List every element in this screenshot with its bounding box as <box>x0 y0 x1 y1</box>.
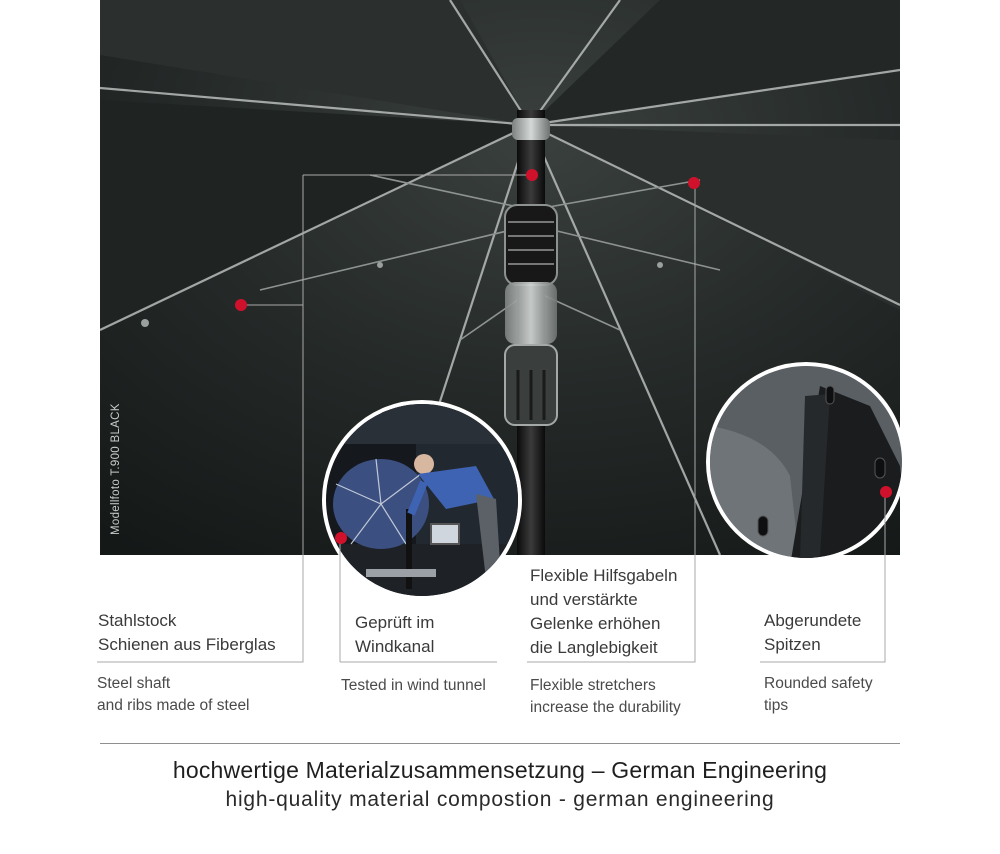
model-caption: Modellfoto T.900 BLACK <box>110 403 122 535</box>
callout-windtunnel-de <box>355 611 434 659</box>
callout-line: Gelenke erhöhen <box>530 614 661 633</box>
callout-line: and ribs made of steel <box>97 697 250 714</box>
callout-line: Schienen aus Fiberglas <box>98 635 276 654</box>
callout-tips-en <box>764 673 873 717</box>
marker-dot <box>688 177 700 189</box>
marker-dot <box>880 486 892 498</box>
callout-line: Stahlstock <box>98 611 177 630</box>
callout-steel-en <box>97 673 250 717</box>
callout-line: Abgerundete <box>764 611 862 630</box>
tagline-german: hochwertige Materialzusammensetzung – German Engineering <box>172 757 828 783</box>
callout-line: Tested in wind tunnel <box>341 677 486 694</box>
callout-line: Rounded safety <box>764 675 873 692</box>
callout-line: Steel shaft <box>97 675 171 692</box>
callout-line: Flexible Hilfsgabeln <box>530 566 678 585</box>
tagline-english: high-quality material compostion - german engineering <box>225 788 775 811</box>
callout-steel-de <box>98 609 276 657</box>
callout-windtunnel-en <box>341 675 486 697</box>
callout-line: Flexible stretchers <box>530 677 656 694</box>
marker-dot <box>335 532 347 544</box>
callout-stretchers-de <box>530 564 677 660</box>
callout-stretchers-en <box>530 675 681 719</box>
marker-dot <box>235 299 247 311</box>
callout-line: Spitzen <box>764 635 821 654</box>
callout-line: Geprüft im <box>355 613 435 632</box>
marker-dot <box>526 169 538 181</box>
callout-line: die Langlebigkeit <box>530 638 658 657</box>
callout-line: increase the durability <box>530 699 681 716</box>
callout-tips-de <box>764 609 861 657</box>
footer-divider <box>100 743 900 744</box>
red-marker-group <box>235 169 892 544</box>
callout-line: Windkanal <box>355 637 435 656</box>
callout-line: tips <box>764 697 789 714</box>
callout-line: und verstärkte <box>530 590 638 609</box>
